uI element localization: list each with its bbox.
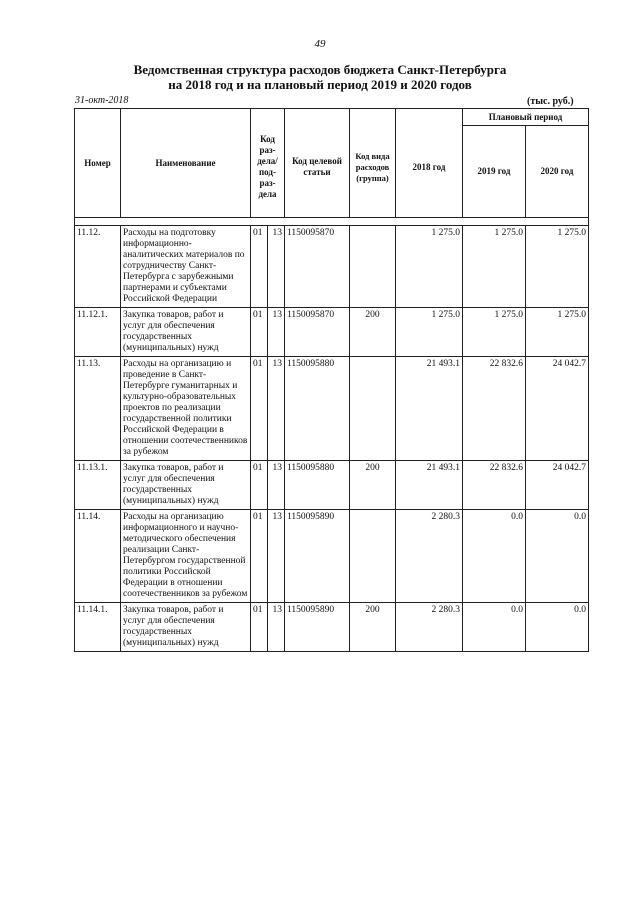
- row-section-code: 01: [251, 357, 268, 461]
- row-target-code: 1150095890: [285, 603, 350, 652]
- row-amount-2020: 0.0: [526, 603, 589, 652]
- header-spacer: [75, 218, 589, 226]
- page-number: 49: [314, 38, 326, 50]
- row-name: Закупка товаров, работ и услуг для обеспечения государственных (муниципальных) нужд: [121, 603, 251, 652]
- row-amount-2018: 2 280.3: [396, 510, 463, 603]
- row-amount-2018: 21 493.1: [396, 357, 463, 461]
- row-amount-2019: 0.0: [463, 603, 526, 652]
- row-amount-2020: 0.0: [526, 510, 589, 603]
- row-name: Закупка товаров, работ и услуг для обеспечения государственных (муниципальных) нужд: [121, 461, 251, 510]
- row-target-code: 1150095870: [285, 308, 350, 357]
- budget-table: [74, 108, 589, 652]
- row-subsection-code: 13: [268, 461, 285, 510]
- table-body: [75, 226, 589, 652]
- row-section-code: 01: [251, 226, 268, 308]
- header-name: Наименование: [121, 109, 251, 218]
- row-amount-2018: 2 280.3: [396, 603, 463, 652]
- row-expense-type: [350, 226, 396, 308]
- units-label: (тыс. руб.): [527, 96, 574, 107]
- header-section: Код раз-дела/ под-раз-дела: [251, 109, 285, 218]
- row-amount-2020: 24 042.7: [526, 461, 589, 510]
- row-target-code: 1150095880: [285, 357, 350, 461]
- row-subsection-code: 13: [268, 603, 285, 652]
- row-section-code: 01: [251, 603, 268, 652]
- table-row: [75, 357, 589, 461]
- row-name: Расходы на подготовку информационно-аналитических материалов по сотрудничеству Санкт-Петербурга с зарубежными партнерами и субъектами Российской Федерации: [121, 226, 251, 308]
- header-2019: 2019 год: [463, 126, 526, 218]
- table-row: [75, 226, 589, 308]
- row-subsection-code: 13: [268, 357, 285, 461]
- table-row: [75, 461, 589, 510]
- row-number: 11.12.1.: [75, 308, 121, 357]
- row-amount-2018: 1 275.0: [396, 226, 463, 308]
- header-number: Номер: [75, 109, 121, 218]
- row-expense-type: 200: [350, 308, 396, 357]
- row-target-code: 1150095890: [285, 510, 350, 603]
- row-number: 11.13.: [75, 357, 121, 461]
- row-section-code: 01: [251, 510, 268, 603]
- row-section-code: 01: [251, 308, 268, 357]
- row-amount-2020: 1 275.0: [526, 308, 589, 357]
- row-target-code: 1150095880: [285, 461, 350, 510]
- row-section-code: 01: [251, 461, 268, 510]
- row-amount-2019: 0.0: [463, 510, 526, 603]
- row-amount-2018: 21 493.1: [396, 461, 463, 510]
- row-amount-2018: 1 275.0: [396, 308, 463, 357]
- row-subsection-code: 13: [268, 510, 285, 603]
- row-number: 11.14.: [75, 510, 121, 603]
- document-date: 31-окт-2018: [75, 95, 129, 106]
- row-name: Расходы на организацию информационного и научно-методического обеспечения реализации Санкт-Петербургом государственной политики Российской Федерации в отношении соотечественников за рубежом: [121, 510, 251, 603]
- row-name: Закупка товаров, работ и услуг для обеспечения государственных (муниципальных) нужд: [121, 308, 251, 357]
- row-name: Расходы на организацию и проведение в Санкт-Петербурге гуманитарных и культурно-образовательных проектов по реализации государственной политики Российской Федерации в отношении соотечественников за рубежом: [121, 357, 251, 461]
- table-row: [75, 308, 589, 357]
- header-target: Код целевой статьи: [285, 109, 350, 218]
- row-subsection-code: 13: [268, 308, 285, 357]
- row-number: 11.14.1.: [75, 603, 121, 652]
- document-title: [0, 62, 640, 92]
- row-subsection-code: 13: [268, 226, 285, 308]
- row-expense-type: [350, 510, 396, 603]
- title-line-1: Ведомственная структура расходов бюджета Санкт-Петербурга: [133, 62, 507, 77]
- row-number: 11.13.1.: [75, 461, 121, 510]
- row-amount-2019: 1 275.0: [463, 308, 526, 357]
- row-amount-2019: 22 832.6: [463, 357, 526, 461]
- row-amount-2020: 24 042.7: [526, 357, 589, 461]
- row-amount-2019: 22 832.6: [463, 461, 526, 510]
- row-amount-2019: 1 275.0: [463, 226, 526, 308]
- row-expense-type: 200: [350, 603, 396, 652]
- header-2018: 2018 год: [396, 109, 463, 218]
- row-expense-type: 200: [350, 461, 396, 510]
- header-expense-type: Код вида расходов (группа): [350, 109, 396, 218]
- header-2020: 2020 год: [526, 126, 589, 218]
- row-number: 11.12.: [75, 226, 121, 308]
- row-expense-type: [350, 357, 396, 461]
- table-row: [75, 603, 589, 652]
- title-line-2: на 2018 год и на плановый период 2019 и 2020 годов: [168, 77, 472, 92]
- row-amount-2020: 1 275.0: [526, 226, 589, 308]
- header-planned-period: Плановый период: [463, 109, 589, 126]
- table-row: [75, 510, 589, 603]
- row-target-code: 1150095870: [285, 226, 350, 308]
